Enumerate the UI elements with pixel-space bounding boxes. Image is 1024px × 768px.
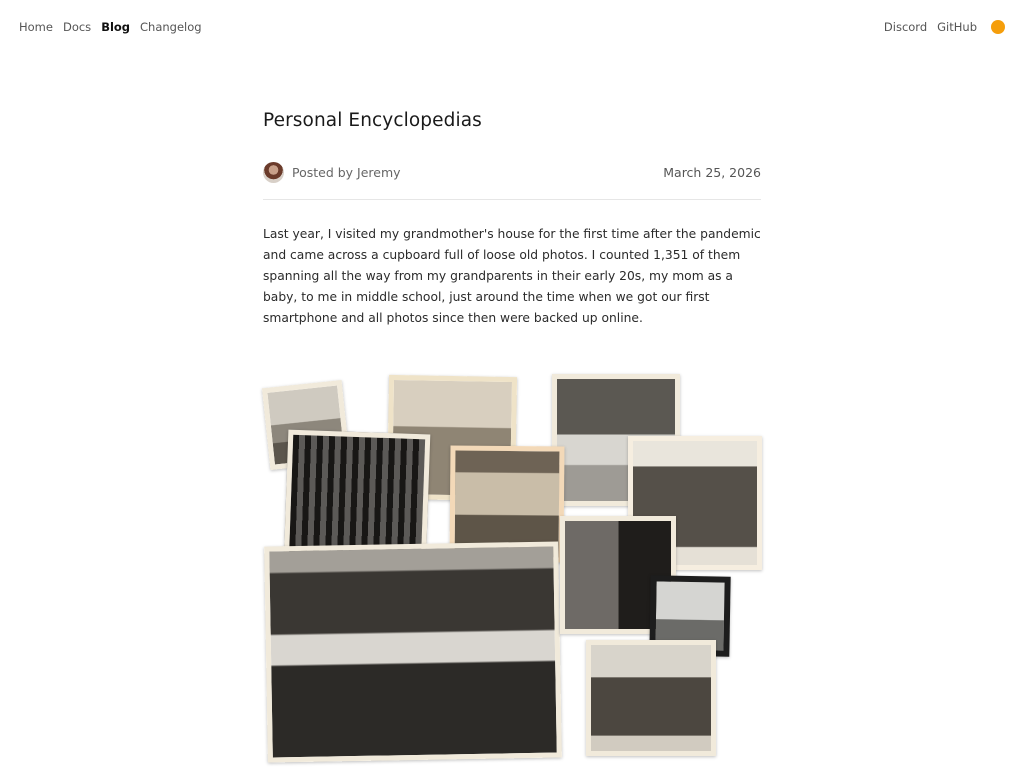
post-author (263, 162, 401, 183)
author-avatar (263, 162, 284, 183)
post-title: Personal Encyclopedias (263, 110, 482, 131)
nav-github-link[interactable]: GitHub (937, 20, 977, 34)
nav-blog-link[interactable]: Blog (101, 20, 131, 34)
post-date: March 25, 2026 (663, 164, 761, 180)
old-photo (264, 541, 562, 762)
nav-right-group (884, 20, 1005, 34)
meta-divider (263, 199, 761, 200)
top-navigation (0, 0, 1024, 56)
post-paragraph: Last year, I visited my grandmother's house for the first time after the pandemic and came across a cupboard full of loose old photos. I counted 1,351 of them spanning all the way from my grandparents in their early 20s, my mom as a baby, to me in middle school, just around the time when we got our first smartphone and all photos since then were backed up online. (263, 227, 761, 325)
blog-article (263, 110, 761, 341)
author-label: Posted by Jeremy (292, 164, 401, 180)
nav-changelog-link[interactable]: Changelog (140, 20, 202, 34)
old-photo (586, 640, 716, 756)
photo-collage (262, 372, 764, 768)
post-meta (263, 161, 761, 183)
nav-home-link[interactable]: Home (19, 20, 53, 34)
nav-discord-link[interactable]: Discord (883, 20, 928, 34)
nav-docs-link[interactable]: Docs (62, 20, 92, 34)
nav-left-group (19, 20, 202, 34)
theme-toggle-dot-icon[interactable] (991, 20, 1005, 34)
